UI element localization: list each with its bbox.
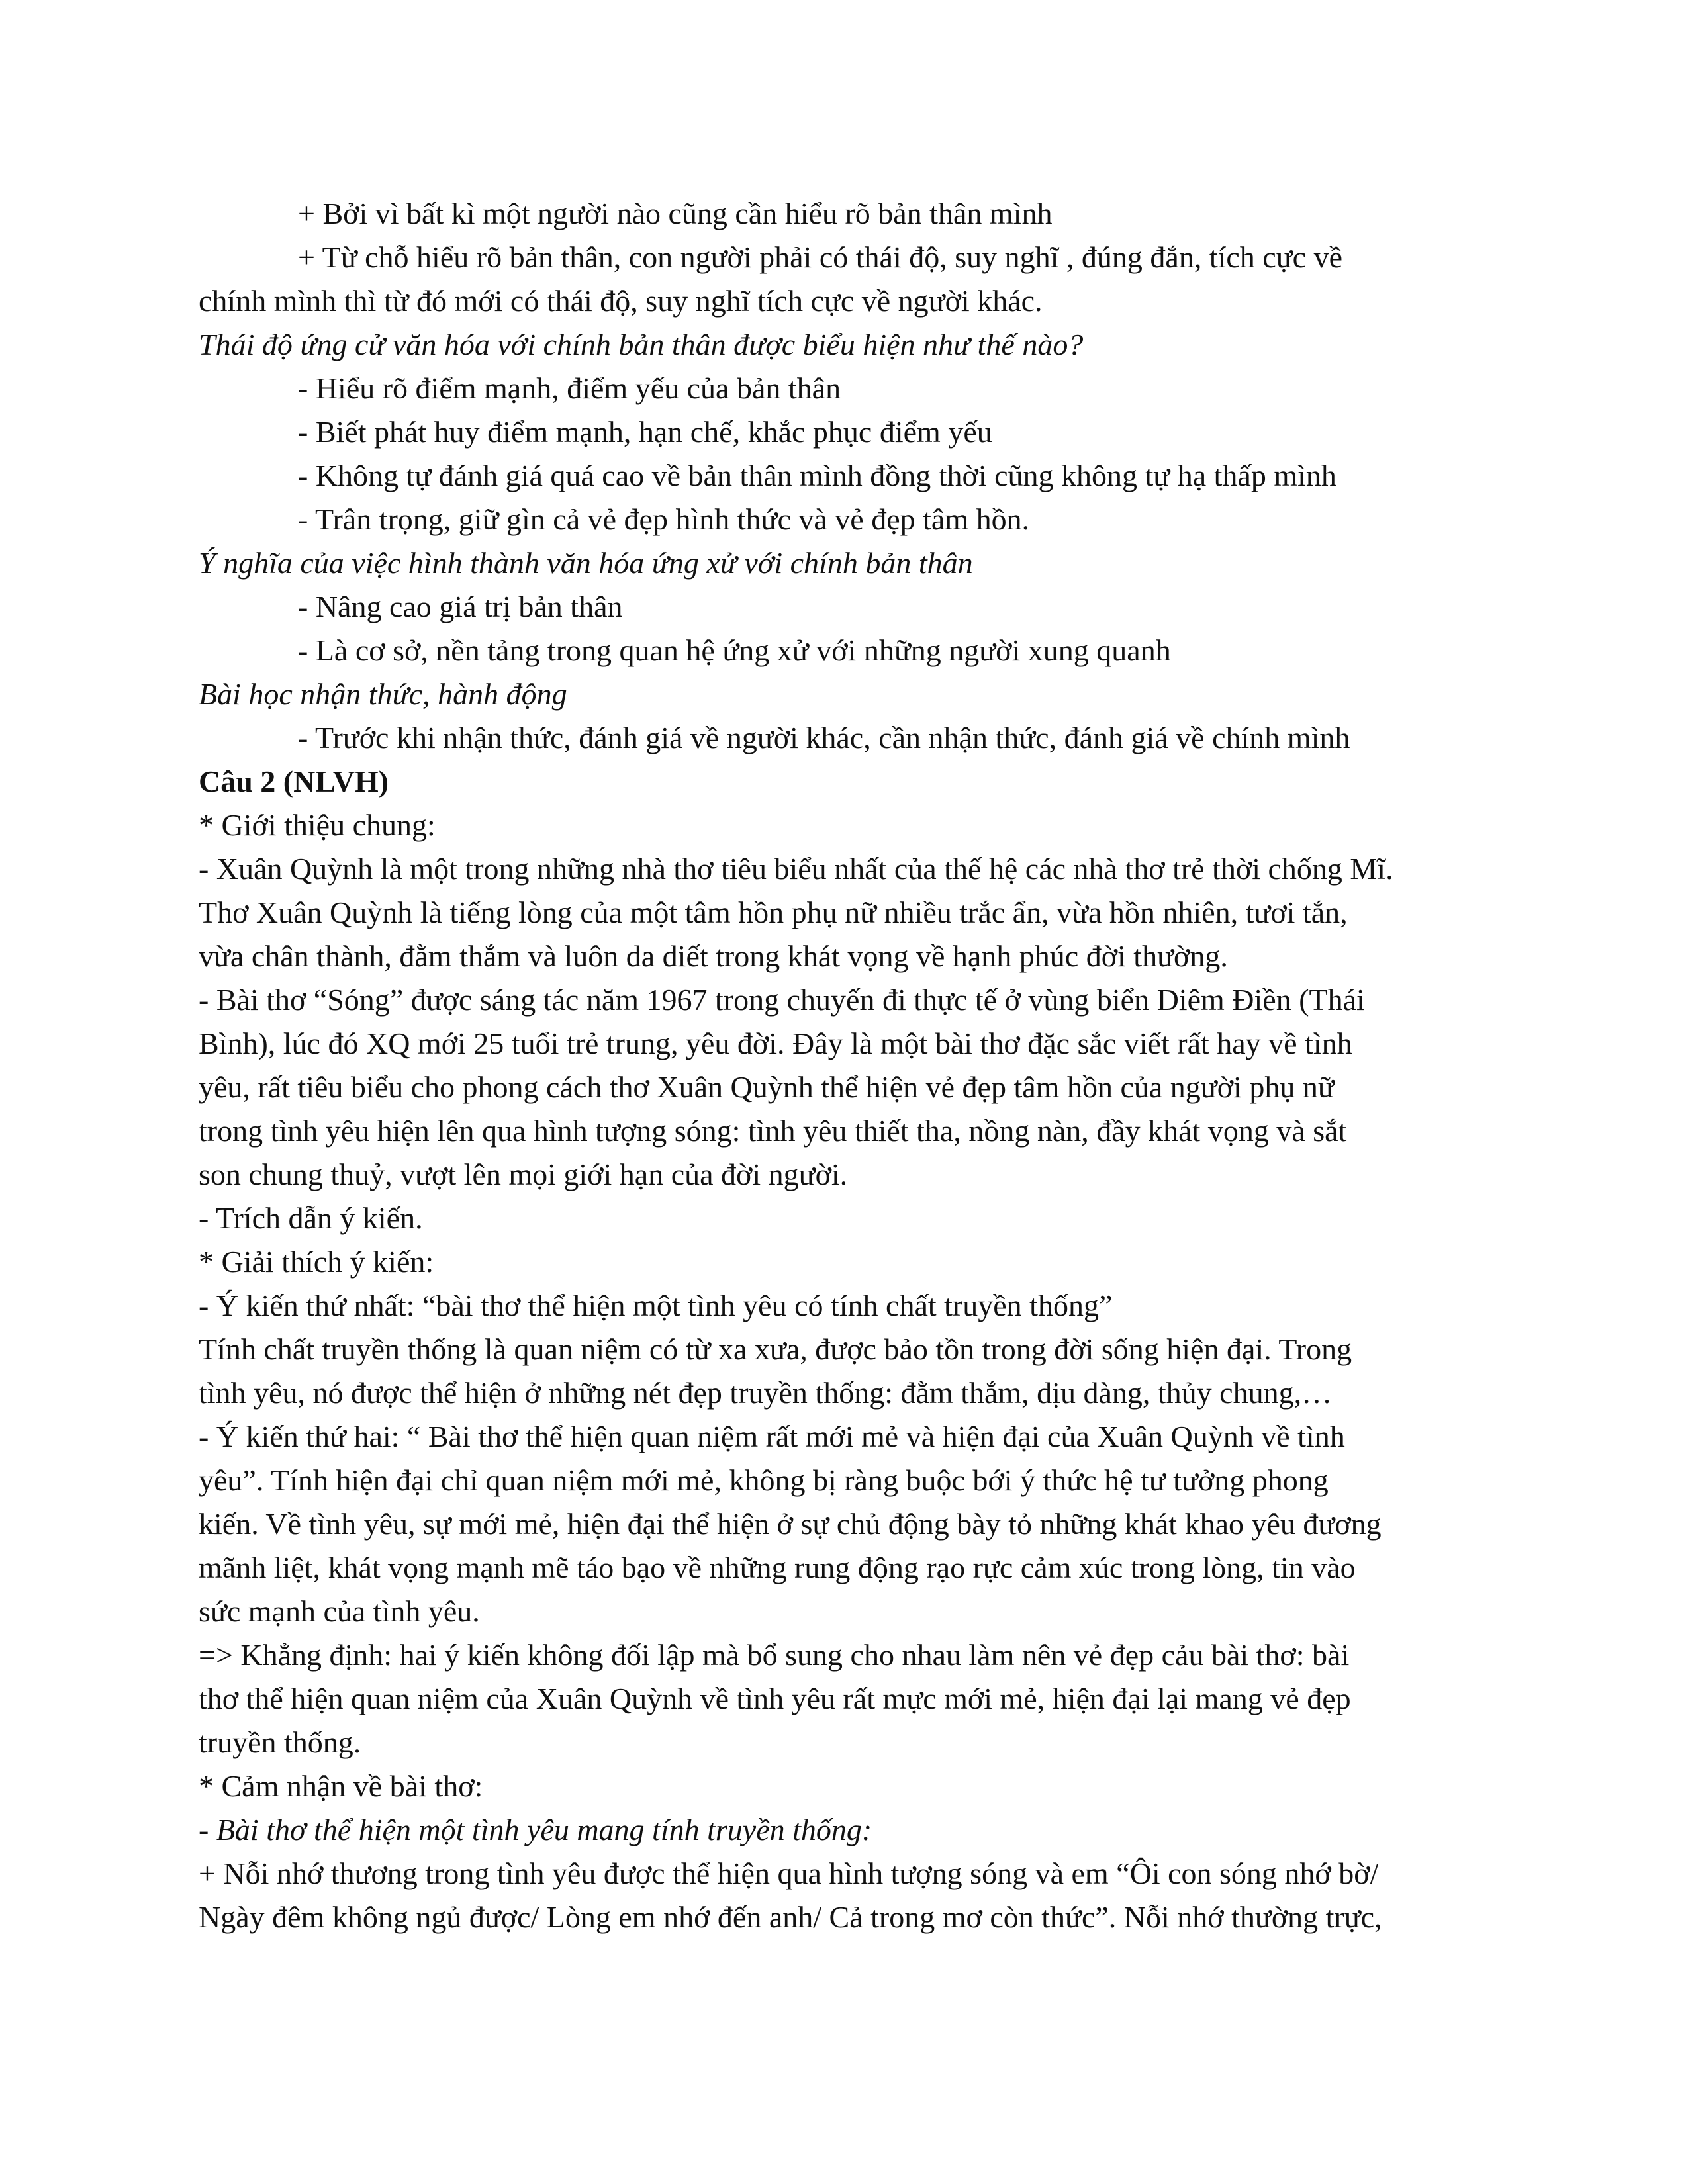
text-line: Tính chất truyền thống là quan niệm có từ xa xưa, được bảo tồn trong đời sống hiện đại. Trong	[199, 1332, 1352, 1366]
text-line: - Hiểu rõ điểm mạnh, điểm yếu của bản thân	[298, 371, 841, 405]
text-line: yêu”. Tính hiện đại chỉ quan niệm mới mẻ, không bị ràng buộc bới ý thức hệ tư tưởng phong	[199, 1463, 1329, 1497]
text-line: - Trân trọng, giữ gìn cả vẻ đẹp hình thức và vẻ đẹp tâm hồn.	[298, 502, 1030, 536]
text-line: - Bài thơ “Sóng” được sáng tác năm 1967 trong chuyến đi thực tế ở vùng biển Diêm Điền (Thái	[199, 983, 1365, 1017]
text-line: chính mình thì từ đó mới có thái độ, suy nghĩ tích cực về người khác.	[199, 284, 1043, 318]
italic-heading-line: - Bài thơ thể hiện một tình yêu mang tính truyền thống:	[199, 1813, 872, 1846]
text-line: - Ý kiến thứ hai: “ Bài thơ thể hiện quan niệm rất mới mẻ và hiện đại của Xuân Quỳnh về tình	[199, 1420, 1345, 1453]
text-line: - Ý kiến thứ nhất: “bài thơ thể hiện một tình yêu có tính chất truyền thống”	[199, 1289, 1113, 1322]
section-heading: Câu 2 (NLVH)	[199, 764, 389, 798]
text-line: - Trích dẫn ý kiến.	[199, 1201, 423, 1235]
italic-heading-line: Ý nghĩa của việc hình thành văn hóa ứng xử với chính bản thân	[199, 546, 973, 580]
text-line: kiến. Về tình yêu, sự mới mẻ, hiện đại thể hiện ở sự chủ động bày tỏ những khát khao yêu đương	[199, 1507, 1382, 1541]
text-line: - Nâng cao giá trị bản thân	[298, 590, 623, 623]
text-line: => Khẳng định: hai ý kiến không đối lập mà bổ sung cho nhau làm nên vẻ đẹp cảu bài thơ: bài	[199, 1638, 1350, 1672]
text-line: tình yêu, nó được thể hiện ở những nét đẹp truyền thống: đằm thắm, dịu dàng, thủy chung,…	[199, 1376, 1333, 1410]
text-line: - Biết phát huy điểm mạnh, hạn chế, khắc phục điểm yếu	[298, 415, 992, 449]
text-line: yêu, rất tiêu biểu cho phong cách thơ Xuân Quỳnh thể hiện vẻ đẹp tâm hồn của người phụ nữ	[199, 1070, 1335, 1104]
italic-heading-line: Thái độ ứng cử văn hóa với chính bản thân được biểu hiện như thế nào?	[199, 328, 1084, 361]
text-line: vừa chân thành, đằm thắm và luôn da diết trong khát vọng về hạnh phúc đời thường.	[199, 939, 1228, 973]
text-line: + Bởi vì bất kì một người nào cũng cần hiểu rõ bản thân mình	[298, 197, 1053, 230]
text-line: sức mạnh của tình yêu.	[199, 1594, 480, 1628]
text-line: + Nỗi nhớ thương trong tình yêu được thể hiện qua hình tượng sóng và em “Ôi con sóng nhớ bờ/	[199, 1856, 1379, 1890]
text-line: * Cảm nhận về bài thơ:	[199, 1769, 483, 1803]
text-line: son chung thuỷ, vượt lên mọi giới hạn của đời người.	[199, 1158, 848, 1191]
text-line: truyền thống.	[199, 1725, 361, 1759]
text-line: * Giải thích ý kiến:	[199, 1245, 434, 1279]
text-line: thơ thể hiện quan niệm của Xuân Quỳnh về tình yêu rất mực mới mẻ, hiện đại lại mang vẻ đẹp	[199, 1682, 1351, 1715]
text-line: * Giới thiệu chung:	[199, 808, 436, 842]
text-line: + Từ chỗ hiểu rõ bản thân, con người phải có thái độ, suy nghĩ , đúng đắn, tích cực về	[298, 240, 1342, 274]
text-line: - Trước khi nhận thức, đánh giá về người khác, cần nhận thức, đánh giá về chính mình	[298, 721, 1350, 754]
text-line: Thơ Xuân Quỳnh là tiếng lòng của một tâm hồn phụ nữ nhiều trắc ẩn, vừa hồn nhiên, tươi tắn,	[199, 895, 1348, 929]
text-line: - Xuân Quỳnh là một trong những nhà thơ tiêu biểu nhất của thế hệ các nhà thơ trẻ thời chống Mĩ.	[199, 852, 1393, 886]
text-line: Bình), lúc đó XQ mới 25 tuổi trẻ trung, yêu đời. Đây là một bài thơ đặc sắc viết rất hay về tình	[199, 1026, 1352, 1060]
text-line: Ngày đêm không ngủ được/ Lòng em nhớ đến anh/ Cả trong mơ còn thức”. Nỗi nhớ thường trực,	[199, 1900, 1382, 1934]
text-line: mãnh liệt, khát vọng mạnh mẽ táo bạo về những rung động rạo rực cảm xúc trong lòng, tin vào	[199, 1551, 1356, 1584]
text-line: - Là cơ sở, nền tảng trong quan hệ ứng xử với những người xung quanh	[298, 633, 1171, 667]
text-line: trong tình yêu hiện lên qua hình tượng sóng: tình yêu thiết tha, nồng nàn, đầy khát vọng và sắt	[199, 1114, 1347, 1148]
text-line: - Không tự đánh giá quá cao về bản thân mình đồng thời cũng không tự hạ thấp mình	[298, 459, 1336, 492]
italic-heading-line: Bài học nhận thức, hành động	[199, 677, 567, 711]
